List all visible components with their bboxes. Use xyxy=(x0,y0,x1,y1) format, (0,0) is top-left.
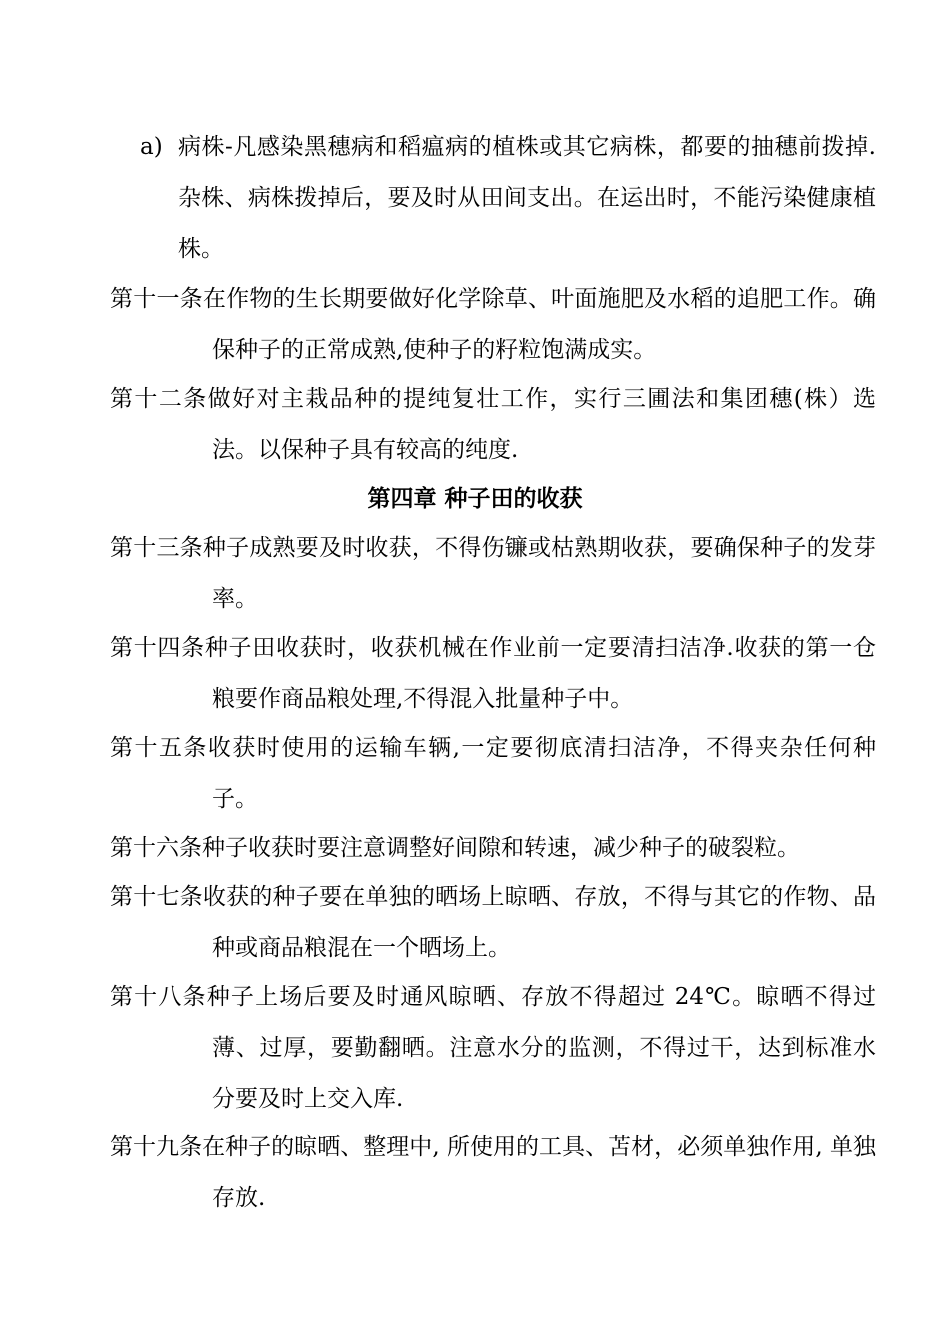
article-18: 第十八条种子上场后要及时通风晾晒、存放不得超过 24℃。晾晒不得过薄、过厚，要勤翻晒。注意水分的监测，不得过干，达到标准水分要及时上交入库. xyxy=(110,984,876,1112)
list-marker: a) xyxy=(140,134,163,160)
article-19: 第十九条在种子的晾晒、整理中, 所使用的工具、苫材，必须单独作用, 单独存放. xyxy=(110,1134,876,1211)
article-14: 第十四条种子田收获时，收获机械在作业前一定要清扫洁净.收获的第一仓粮要作商品粮处理,不得混入批量种子中。 xyxy=(110,635,876,712)
article-16: 第十六条种子收获时要注意调整好间隙和转速，减少种子的破裂粒。 xyxy=(110,835,800,861)
article-15: 第十五条收获时使用的运输车辆,一定要彻底清扫洁净，不得夹杂任何种子。 xyxy=(110,735,876,812)
article-11: 第十一条在作物的生长期要做好化学除草、叶面施肥及水稻的追肥工作。确保种子的正常成熟,使种子的籽粒饱满成实。 xyxy=(110,286,876,363)
chapter-title: 第四章 种子田的收获 xyxy=(367,485,583,512)
article-13: 第十三条种子成熟要及时收获，不得伤镰或枯熟期收获，要确保种子的发芽率。 xyxy=(110,535,876,612)
article-17: 第十七条收获的种子要在单独的晒场上晾晒、存放，不得与其它的作物、品种或商品粮混在一个晒场上。 xyxy=(110,884,876,961)
article-12: 第十二条做好对主栽品种的提纯复壮工作，实行三圃法和集团穗(株）选法。以保种子具有较高的纯度. xyxy=(110,386,876,463)
list-item-text: 病株-凡感染黑穗病和稻瘟病的植株或其它病株，都要的抽穗前拨掉.杂株、病株拨掉后，要及时从田间支出。在运出时，不能污染健康植株。 xyxy=(178,134,876,262)
